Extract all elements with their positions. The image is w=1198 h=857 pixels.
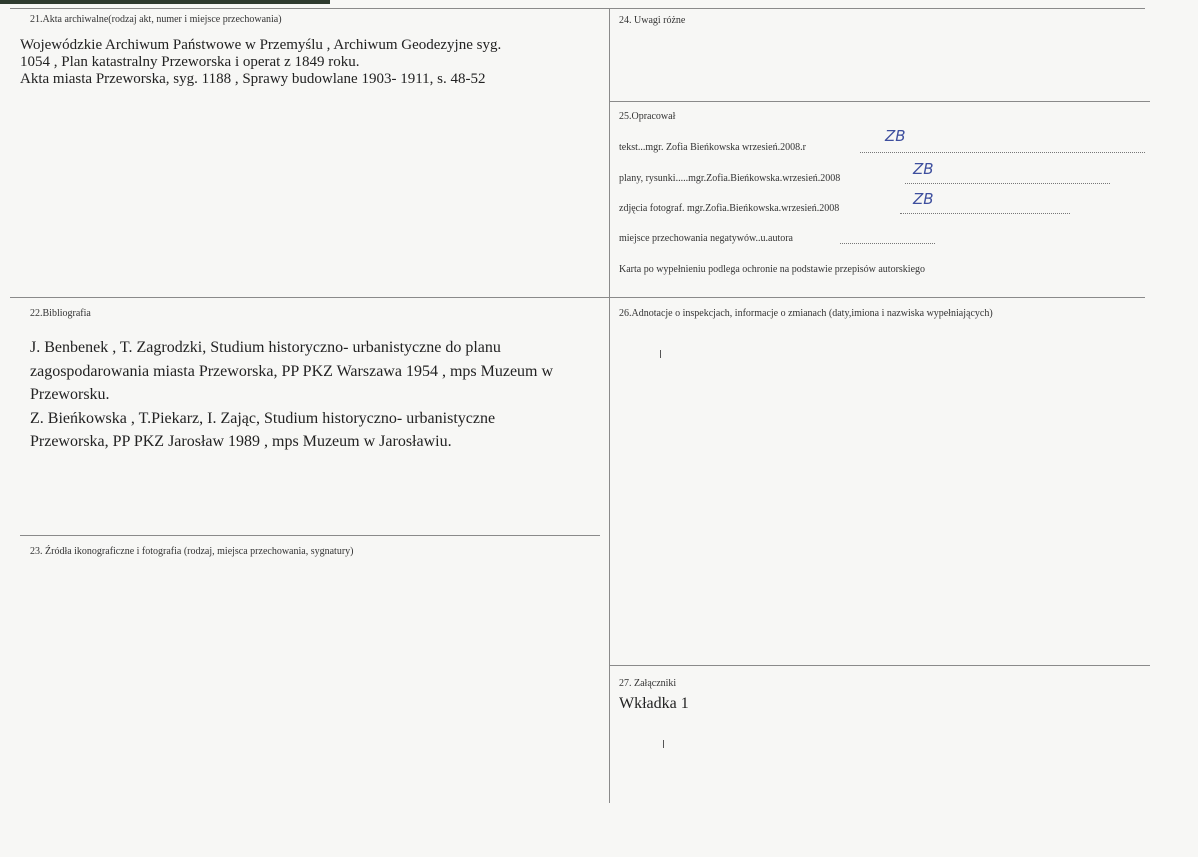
negatives-storage-dots xyxy=(840,243,935,244)
divider-26-27 xyxy=(610,665,1150,666)
column-divider xyxy=(609,8,610,803)
signature-initials-1: ZB xyxy=(885,127,906,145)
section-21-text: Wojewódzkie Archiwum Państwowe w Przemyślu , Archiwum Geodezyjne syg. 1054 , Plan katastralny Przeworska i operat z 1849 roku. Akta miasta Przeworska, syg. 1188 , Sprawy budowlane 1903- 1911, s. 48-52 xyxy=(20,37,502,87)
section-26-label: 26.Adnotacje o inspekcjach, informacje o zmianach (daty,imiona i nazwiska wypełniających) xyxy=(619,308,993,319)
top-border xyxy=(10,8,1145,9)
scan-mark-2 xyxy=(663,740,664,748)
author-text-line: tekst...mgr. Zofia Bieńkowska wrzesień.2008.r xyxy=(619,142,806,153)
section-25-label: 25.Opracował xyxy=(619,111,676,122)
signature-initials-3: ZB xyxy=(913,190,934,208)
section-22-label: 22.Bibliografia xyxy=(30,308,91,319)
author-photos-line: zdjęcia fotograf. mgr.Zofia.Bieńkowska.wrzesień.2008 xyxy=(619,203,840,214)
author-plans-line: plany, rysunki.....mgr.Zofia.Bieńkowska.wrzesień.2008 xyxy=(619,173,841,184)
scan-edge-mark xyxy=(0,0,330,4)
divider-22-23 xyxy=(20,535,600,536)
section-23-label: 23. Źródła ikonograficzne i fotografia (rodzaj, miejsca przechowania, sygnatury) xyxy=(30,546,354,557)
section-27-label: 27. Załączniki xyxy=(619,678,677,689)
section-24-label: 24. Uwagi różne xyxy=(619,15,686,26)
section-21-label: 21.Akta archiwalne(rodzaj akt, numer i miejsce przechowania) xyxy=(30,14,282,25)
negatives-storage-line: miejsce przechowania negatywów..u.autora xyxy=(619,233,793,244)
signature-initials-2: ZB xyxy=(913,160,934,178)
divider-24-25 xyxy=(610,101,1150,102)
author-text-dots xyxy=(860,152,1145,153)
divider-row-1 xyxy=(10,297,1145,298)
author-photos-dots xyxy=(900,213,1070,214)
section-27-text: Wkładka 1 xyxy=(619,695,689,712)
copyright-note: Karta po wypełnieniu podlega ochronie na podstawie przepisów autorskiego xyxy=(619,264,926,275)
scan-mark-1 xyxy=(660,350,661,358)
author-plans-dots xyxy=(905,183,1110,184)
section-22-text: J. Benbenek , T. Zagrodzki, Studium historyczno- urbanistyczne do planu zagospodarowania miasta Przeworska, PP PKZ Warszawa 1954 , mps Muzeum w Przeworsku. Z. Bieńkowska , T.Piekarz, I. Zając, Studium historyczno- urbanistyczne Przeworska, PP PKZ Jarosław 1989 , mps Muzeum w Jarosławiu. xyxy=(30,339,554,450)
